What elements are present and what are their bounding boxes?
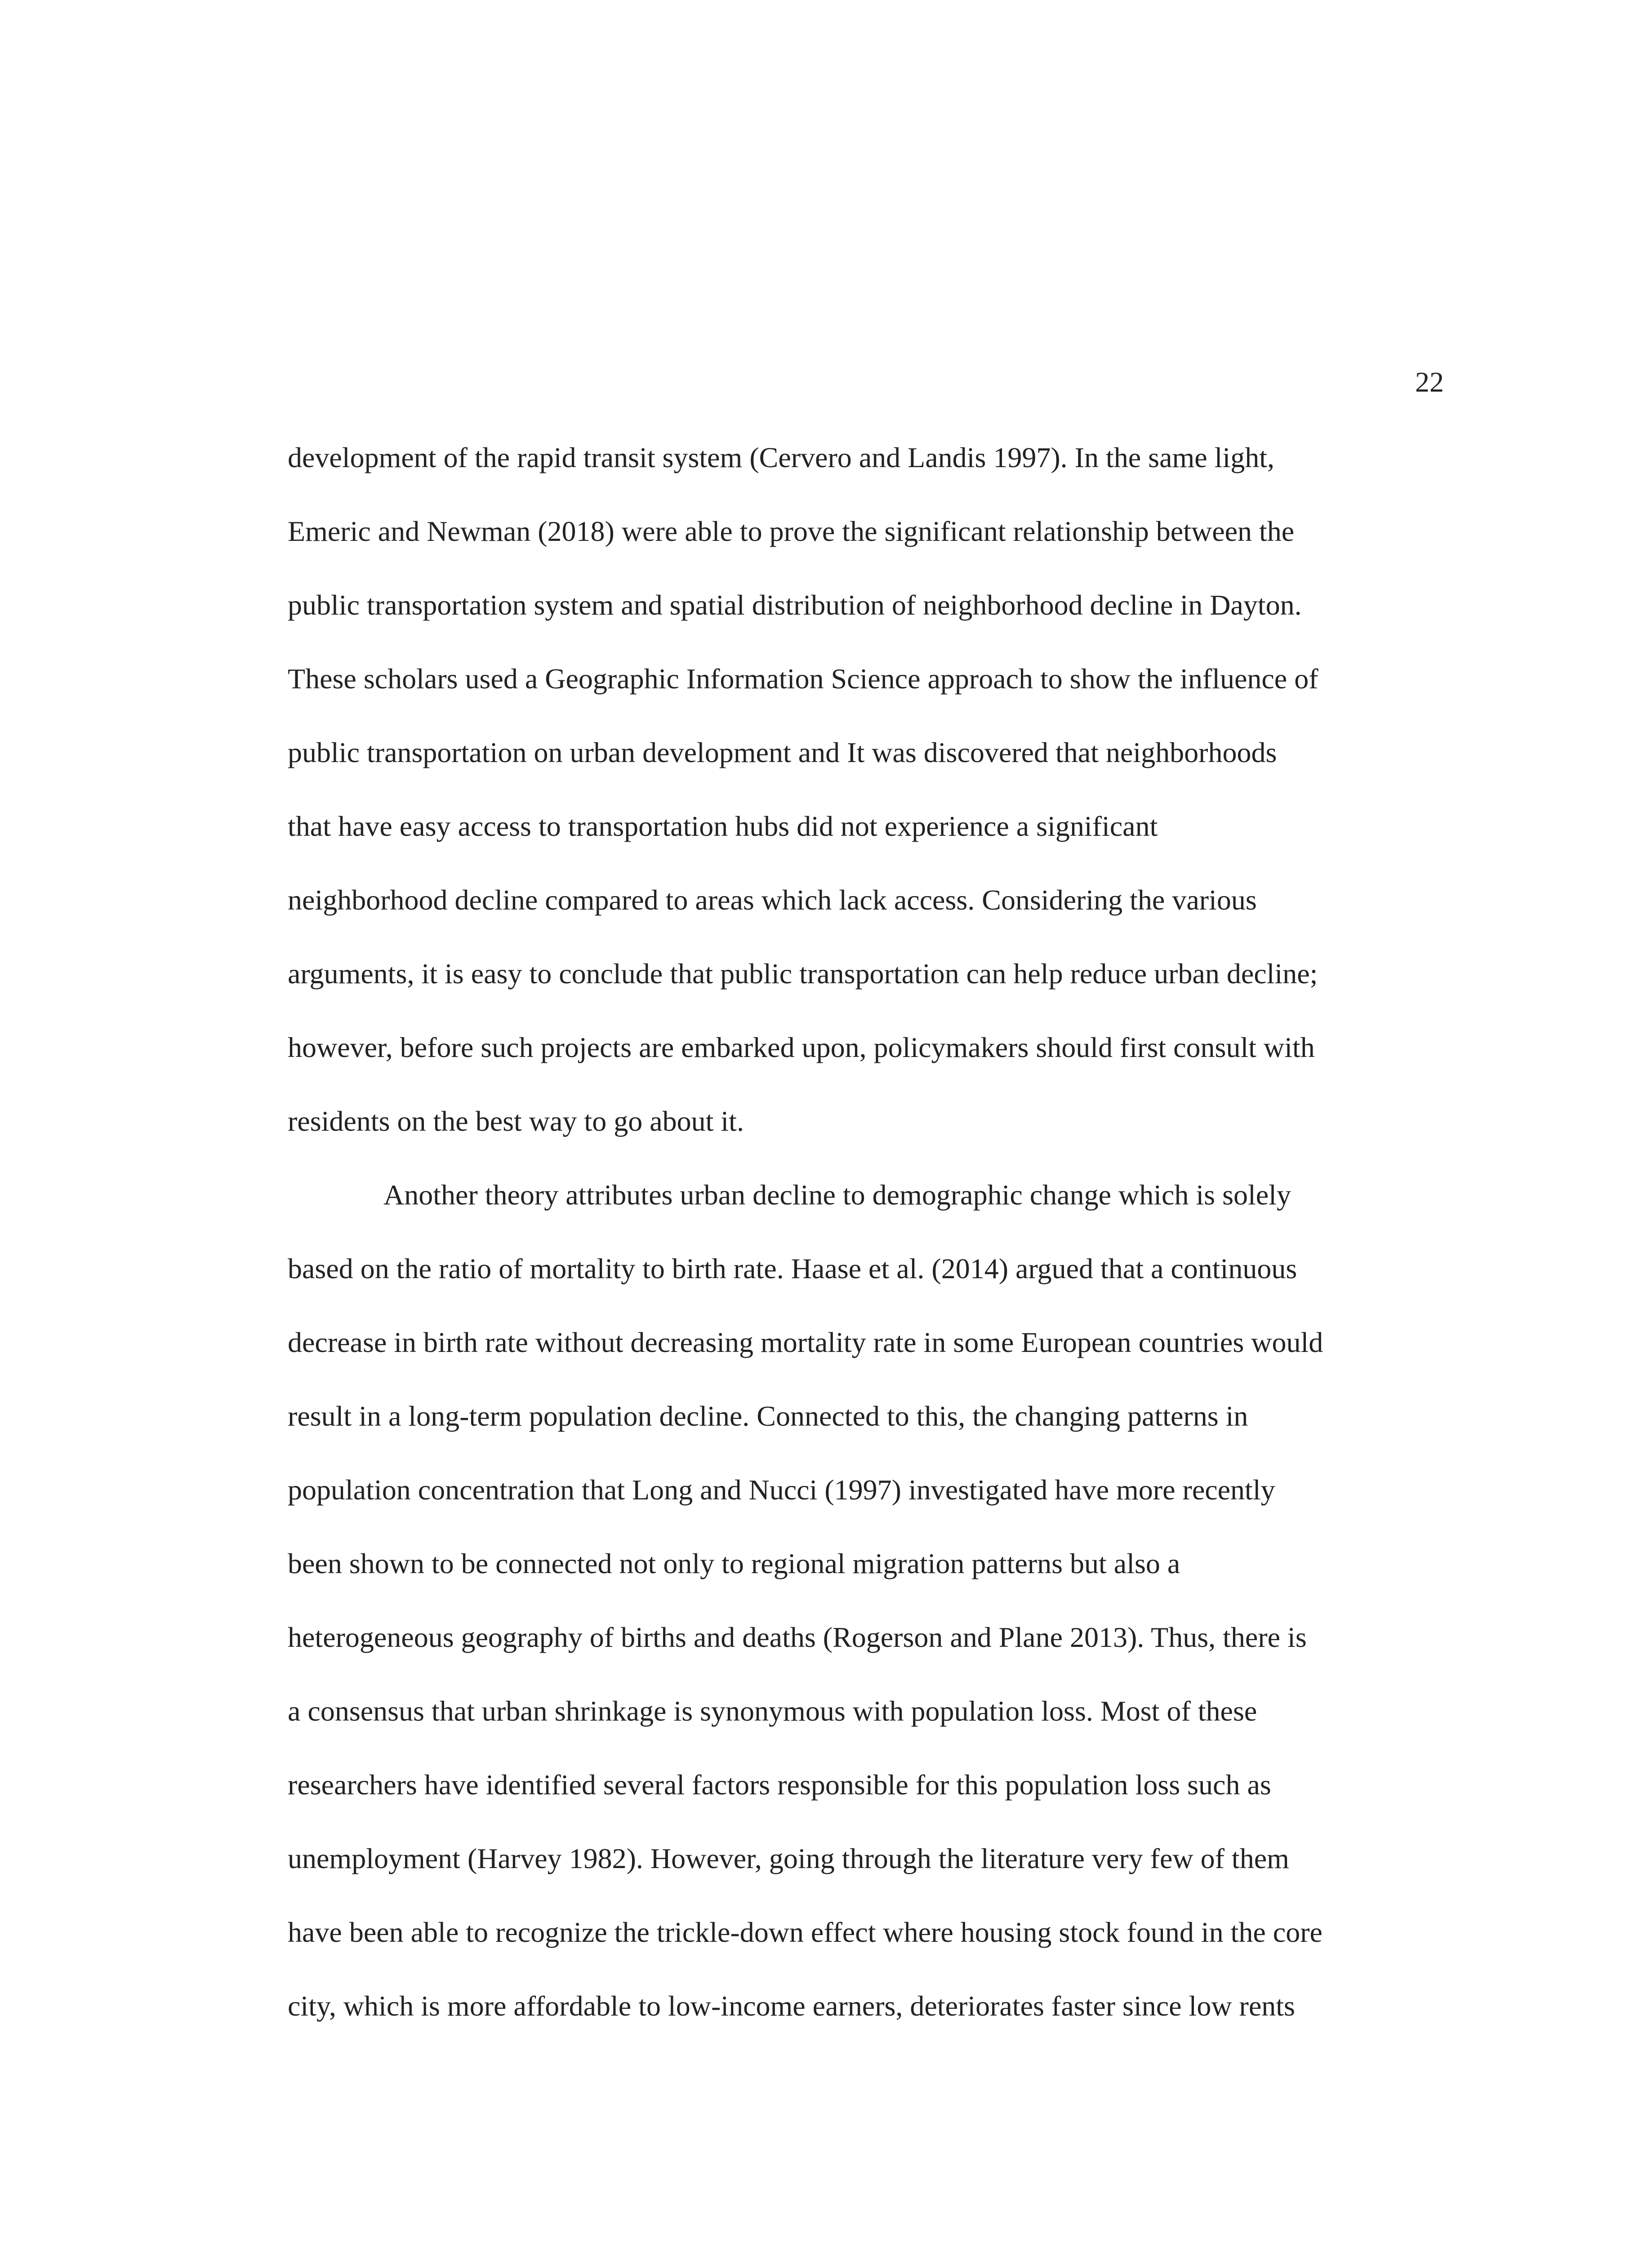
text-line: that have easy access to transportation hubs did not experience a significant (288, 810, 1158, 842)
text-line: development of the rapid transit system (Cervero and Landis 1997). In the same light, (288, 442, 1274, 473)
paragraph-2 (288, 1175, 1443, 2060)
text-line: neighborhood decline compared to areas which lack access. Considering the various (288, 884, 1257, 916)
text-line: researchers have identified several factors responsible for this population loss such as (288, 1769, 1271, 1801)
text-line: heterogeneous geography of births and deaths (Rogerson and Plane 2013). Thus, there is (288, 1621, 1307, 1653)
body-text (288, 438, 1443, 2060)
text-line: have been able to recognize the trickle-down effect where housing stock found in the core (288, 1916, 1322, 1948)
text-line: Emeric and Newman (2018) were able to prove the significant relationship between the (288, 515, 1295, 547)
text-line: city, which is more affordable to low-income earners, deteriorates faster since low rents (288, 1990, 1295, 2022)
text-line: unemployment (Harvey 1982). However, going through the literature very few of them (288, 1842, 1289, 1874)
text-line: population concentration that Long and Nucci (1997) investigated have more recently (288, 1474, 1275, 1506)
text-line: decrease in birth rate without decreasing mortality rate in some European countries would (288, 1326, 1323, 1358)
text-line: however, before such projects are embarked upon, policymakers should first consult with (288, 1031, 1315, 1063)
paragraph-1 (288, 438, 1443, 1175)
text-line: These scholars used a Geographic Information Science approach to show the influence of (288, 663, 1318, 695)
page-number: 22 (1415, 366, 1444, 398)
text-line: based on the ratio of mortality to birth rate. Haase et al. (2014) argued that a continuous (288, 1253, 1297, 1285)
text-line: arguments, it is easy to conclude that public transportation can help reduce urban decline; (288, 958, 1318, 990)
text-line: been shown to be connected not only to regional migration patterns but also a (288, 1548, 1180, 1579)
text-line: result in a long-term population decline. Connected to this, the changing patterns in (288, 1400, 1248, 1432)
text-line: a consensus that urban shrinkage is synonymous with population loss. Most of these (288, 1695, 1257, 1727)
text-line: public transportation system and spatial distribution of neighborhood decline in Dayton. (288, 589, 1302, 621)
text-line: public transportation on urban development and It was discovered that neighborhoods (288, 736, 1277, 768)
text-line: Another theory attributes urban decline to demographic change which is solely (383, 1179, 1291, 1211)
text-line: residents on the best way to go about it. (288, 1105, 744, 1137)
